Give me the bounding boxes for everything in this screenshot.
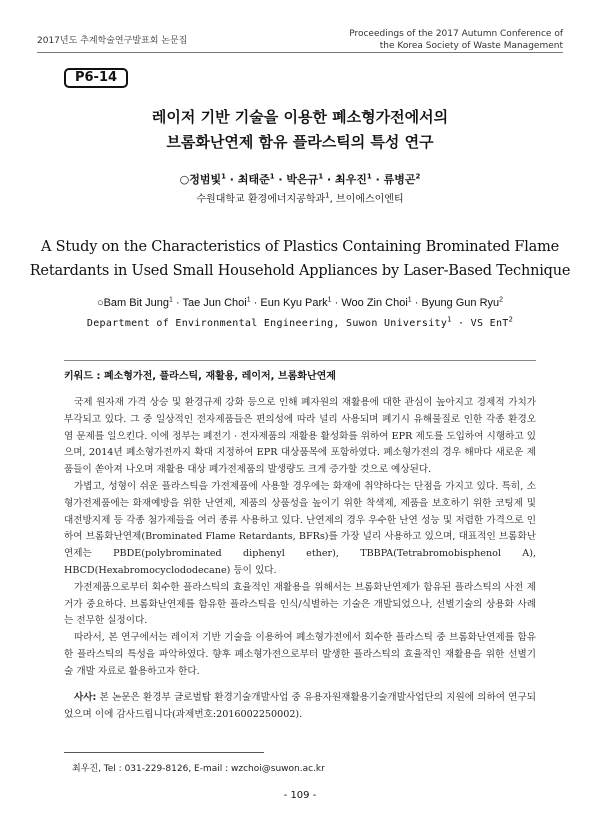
presenter-circle: ○ [179, 173, 190, 186]
en-sep: · [172, 297, 183, 309]
paper-code-badge: P6-14 [64, 68, 128, 88]
english-title [0, 235, 600, 283]
en-author-2-sup: 1 [246, 296, 251, 304]
ko-sep: · [323, 173, 336, 186]
ko-author-5: 류병곤 [383, 173, 416, 186]
header-divider [37, 52, 563, 53]
en-sep: · [331, 297, 342, 309]
en-sep: · [411, 297, 422, 309]
footnote-divider [64, 752, 264, 753]
ko-author-4: 최우진 [335, 173, 367, 186]
acknowledgement-text: 본 논문은 환경부 글로벌탑 환경기술개발사업 중 유용자원재활용기술개발사업단의 지원에 의하여 연구되었으며 이에 감사드립니다(과제번호:2016002250002). [64, 692, 536, 720]
acknowledgement [64, 690, 536, 724]
corresponding-author-footnote: 최우진, Tel : 031-229-8126, E-mail : wzchoi@suwon.ac.kr [72, 764, 325, 774]
paragraph: 따라서, 본 연구에서는 레이저 기반 기술을 이용하여 폐소형가전에서 회수한 플라스틱 중 브롬화난연제를 함유한 플라스틱의 특성을 파악하였다. 향후 폐소형가전으로부터 발생한 플라스틱의 효율적인 재활용을 위한 선별기술 개발 자료로 활용하고자 한다. [64, 632, 536, 677]
english-authors [0, 297, 600, 309]
en-author-1: Bam Bit Jung [103, 297, 170, 309]
korean-title-line1: 레이저 기반 기술을 이용한 폐소형가전에서의 [151, 108, 449, 126]
en-author-3-sup: 1 [327, 296, 332, 304]
en-author-4-sup: 1 [407, 296, 412, 304]
en-author-4: Woo Zin Choi [341, 297, 408, 309]
english-affiliation [0, 315, 600, 329]
keywords-divider [64, 360, 536, 361]
ko-author-2: 최태준 [237, 173, 270, 186]
keywords: 키워드 : 폐소형가전, 플라스틱, 재활용, 레이저, 브롬화난연제 [64, 371, 336, 382]
ko-sep: · [274, 173, 287, 186]
ko-author-5-sup: 2 [415, 172, 421, 181]
ko-author-2-sup: 1 [269, 172, 275, 181]
ko-sep: · [225, 173, 238, 186]
en-author-1-sup: 1 [169, 296, 173, 304]
ko-affil-2: , 브이에스이엔티 [329, 194, 404, 205]
ko-affil-1: 수원대학교 환경에너지공학과 [196, 194, 326, 205]
acknowledgement-label: 사사: [74, 692, 97, 703]
paragraph: 가볍고, 성형이 쉬운 플라스틱을 가전제품에 사용할 경우에는 화재에 취약하다는 단점을 가지고 있다. 특히, 소형가전제품에는 화재예방을 위한 난연제, 제품의 상품성을 높이기 위한 착색제, 제품을 보호하기 위한 코팅제 및 대전방지제 등 각종 첨가제들을 여러 종류 사용하고 있다. 난연제의 경우 우수한 난연 성능 및 저렴한 가격으로 인하여 브롬화난연제(Brominated Flame Retardants, BFRs)를 가장 널리 사용하고 있으며, 대표적인 브롬화난연제는 PBDE(polybrominated diphenyl ether), TBBPA(Tetrabromobisphenol A), HBCD(Hexabromocyclododecane) 등이 있다. [64, 480, 536, 576]
korean-title-line2: 브롬화난연제 함유 플라스틱의 특성 연구 [166, 133, 434, 151]
english-title-line1: A Study on the Characteristics of Plastics Containing Brominated Flame [40, 239, 560, 255]
en-affil-2-sup: 2 [508, 315, 514, 324]
paragraph: 국제 원자재 가격 상승 및 환경규제 강화 등으로 인해 폐자원의 재활용에 대한 관심이 높아지고 경제적 가치가 부각되고 있다. 그 중 일상적인 전자제품들은 편의성에 따라 널리 사용되며 폐기시 유해물질로 인한 각종 환경오염 문제를 일으킨다. 이에 정부는 폐전기 · 전자제품의 재활용 활성화를 위하여 EPR 제도를 도입하여 시행하고 있으며, 2014년 폐소형가전까지 확대 지정하여 EPR 대상품목에 포함하였다. 폐소형가전의 경우 해마다 새로운 제품들이 쏟아져 나오며 재활용 대상 폐가전제품의 발생량도 크게 증가할 것으로 예상된다. [64, 397, 536, 476]
en-affil-1-sup: 1 [447, 315, 452, 324]
korean-authors [0, 171, 600, 187]
page-number: - 109 - [283, 790, 317, 801]
en-author-3: Eun Kyu Park [260, 297, 328, 309]
paragraph: 가전제품으로부터 회수한 플라스틱의 효율적인 재활용을 위해서는 브롬화난연제가 함유된 플라스틱의 사전 제거가 중요하다. 브롬화난연제를 함유한 플라스틱을 인식/식별하는 기술은 개발되었으나, 선별기술의 상용화 사례는 전무한 실정이다. [64, 581, 536, 627]
en-sep: · [250, 297, 261, 309]
ko-author-1: 정범빛 [189, 173, 222, 186]
ko-affil-1-sup: 1 [325, 191, 330, 200]
presenter-circle: ○ [96, 297, 104, 309]
en-affil-sep: · [451, 318, 471, 329]
running-header-right-line1: Proceedings of the 2017 Autumn Conference of [349, 29, 563, 39]
ko-author-3-sup: 1 [318, 172, 324, 181]
ko-author-1-sup: 1 [221, 172, 226, 181]
ko-author-4-sup: 1 [366, 172, 372, 181]
english-title-line2: Retardants in Used Small Household Appliances by Laser-Based Technique [29, 263, 571, 279]
en-affil-1: Department of Environmental Engineering, Suwon University [86, 318, 448, 329]
running-header-left: 2017년도 추계학술연구발표회 논문집 [37, 36, 188, 46]
korean-affiliation [0, 190, 600, 205]
en-author-2: Tae Jun Choi [182, 297, 247, 309]
korean-title [0, 105, 600, 155]
en-affil-2: VS EnT [470, 318, 509, 329]
ko-sep: · [371, 173, 384, 186]
ko-author-3: 박은규 [286, 173, 319, 186]
running-header-right-line2: the Korea Society of Waste Management [379, 41, 563, 51]
abstract-body [64, 395, 536, 681]
running-header-right [349, 28, 563, 52]
en-author-5-sup: 2 [499, 296, 504, 304]
en-author-5: Byung Gun Ryu [421, 297, 500, 309]
